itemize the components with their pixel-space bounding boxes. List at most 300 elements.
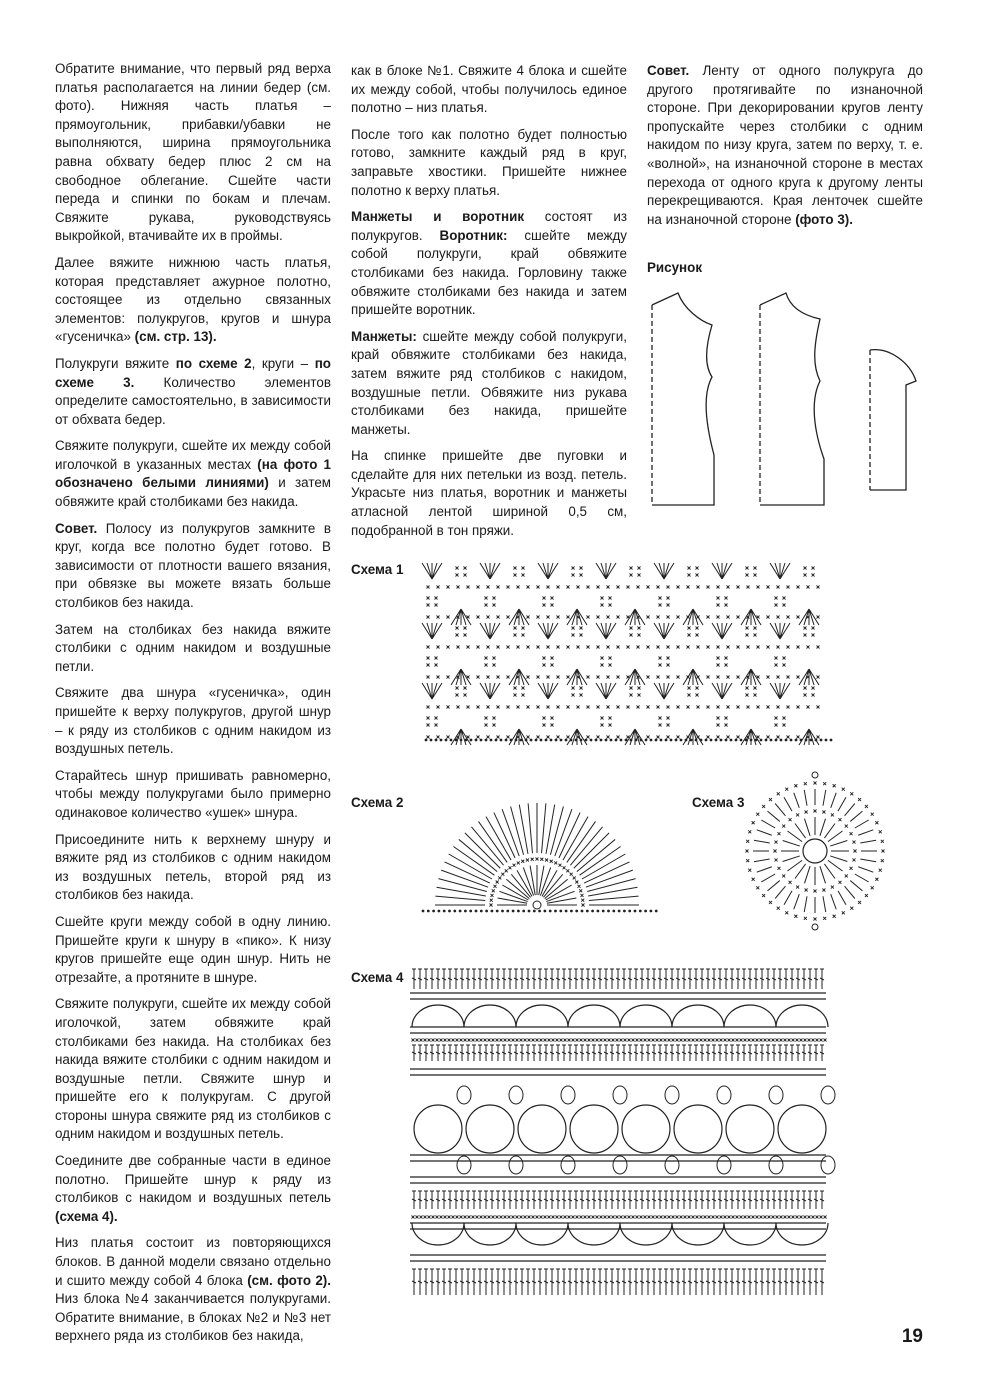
sc-stitch (493, 724, 496, 727)
dc-stitch (562, 1045, 566, 1061)
sc-stitch (677, 706, 680, 709)
sc-stitch (696, 567, 699, 570)
dc-stitch (430, 1191, 434, 1209)
sc-stitch (448, 1039, 451, 1042)
sc-stitch (796, 886, 799, 889)
sc-stitch (796, 1039, 799, 1042)
chain-stitch (501, 910, 504, 913)
sc-stitch (557, 676, 560, 679)
dc-stitch (598, 1269, 602, 1295)
sc-stitch (578, 885, 581, 888)
sc-stitch (477, 676, 480, 679)
sc-stitch (764, 1216, 767, 1219)
sc-stitch (660, 1216, 663, 1219)
sc-stitch (756, 1039, 759, 1042)
sc-stitch (508, 866, 511, 869)
dc-stitch (418, 1045, 422, 1061)
dc-stitch (664, 1045, 668, 1061)
chain-stitch (495, 739, 498, 742)
sc-stitch (498, 876, 501, 879)
fan-stitch (770, 623, 790, 639)
dc-stitch (820, 1045, 824, 1061)
dc-stitch (796, 1191, 800, 1209)
fan-stitch (712, 563, 732, 579)
paragraph: После того как полотно будет полностью готово, замкните каждый ряд в круг, заправьте хвостики. Пришейте нижнее полотно к верху платья. (351, 126, 627, 198)
sc-stitch (842, 788, 845, 791)
sc-stitch (572, 627, 575, 630)
sc-stitch (464, 574, 467, 577)
dc-stitch (592, 969, 596, 989)
chain-stitch (496, 910, 499, 913)
dc-stitch (845, 804, 855, 816)
sc-stitch (805, 811, 808, 814)
sc-stitch (850, 867, 853, 870)
dc-stitch (757, 867, 772, 872)
sc-stitch (797, 736, 800, 739)
paragraph: Манжеты и воротник состоят из полукругов. Воротник: сшейте между собой полукруги, край обвяжите столбиками без накида. Горловину также обвяжите столбиками без накида и затем пришейте воротник. (351, 209, 627, 318)
dc-stitch (460, 1269, 464, 1295)
sc-stitch (737, 646, 740, 649)
chain-stitch (630, 739, 633, 742)
sc-stitch (787, 736, 790, 739)
dc-stitch (658, 969, 662, 989)
sc-stitch (777, 616, 780, 619)
sc-stitch (536, 1039, 539, 1042)
sc-stitch (526, 859, 529, 862)
sc-stitch (850, 792, 853, 795)
sc-stitch (543, 597, 546, 600)
dc-stitch (412, 1045, 416, 1061)
sc-stitch (427, 646, 430, 649)
sc-stitch (437, 646, 440, 649)
sc-stitch (744, 1039, 747, 1042)
chain-stitch (540, 739, 543, 742)
chain-stitch (525, 739, 528, 742)
dc-stitch (556, 1045, 560, 1061)
sc-stitch (412, 1216, 415, 1219)
dc-stitch (508, 1045, 512, 1061)
chain-stitch (430, 739, 433, 742)
sc-stitch (556, 1039, 559, 1042)
sc-stitch (717, 724, 720, 727)
dc-stitch (820, 819, 826, 836)
chain-stitch (538, 910, 541, 913)
sc-stitch (746, 567, 749, 570)
sc-stitch (664, 1039, 667, 1042)
sc-stitch (435, 597, 438, 600)
sc-stitch (757, 646, 760, 649)
sc-stitch (754, 627, 757, 630)
dc-stitch (442, 1269, 446, 1295)
chain-stitch (650, 739, 653, 742)
sc-stitch (838, 881, 841, 884)
sc-stitch (879, 830, 882, 833)
dc-stitch (526, 969, 530, 989)
dc-stitch (574, 1191, 578, 1209)
sc-stitch (543, 717, 546, 720)
dc-stitch (514, 969, 518, 989)
sc-stitch (543, 724, 546, 727)
dc-stitch (787, 831, 802, 842)
sc-stitch (782, 874, 785, 877)
sc-stitch (624, 1216, 627, 1219)
sc-stitch (644, 1039, 647, 1042)
dc-stitch (724, 1045, 728, 1061)
fan-stitch (538, 563, 558, 579)
chain-stitch (545, 739, 548, 742)
sc-stitch (460, 1039, 463, 1042)
dc-stitch (547, 898, 577, 903)
chain-stitch (586, 910, 589, 913)
sc-stitch (496, 1216, 499, 1219)
sc-stitch (748, 1039, 751, 1042)
sc-stitch (822, 888, 825, 891)
chain-stitch (735, 739, 738, 742)
sc-stitch (667, 706, 670, 709)
sc-stitch (607, 736, 610, 739)
sc-stitch (717, 664, 720, 667)
chain-stitch (533, 910, 536, 913)
dc-stitch (706, 1045, 710, 1061)
sc-stitch (775, 657, 778, 660)
sc-stitch (804, 687, 807, 690)
chain-stitch (610, 739, 613, 742)
page-number: 19 (901, 1326, 923, 1347)
sc-stitch (831, 813, 834, 816)
dc-stitch (757, 830, 772, 835)
sc-stitch (448, 1216, 451, 1219)
sc-stitch (817, 706, 820, 709)
sc-stitch (524, 1039, 527, 1042)
semicircle (672, 1223, 724, 1245)
sc-stitch (688, 1216, 691, 1219)
dc-stitch (706, 969, 710, 989)
sc-stitch (780, 1216, 783, 1219)
chain-stitch (620, 739, 623, 742)
sc-stitch (609, 717, 612, 720)
chain-stitch (591, 910, 594, 913)
dc-stitch (508, 1269, 512, 1295)
sc-stitch (871, 886, 874, 889)
sc-stitch (567, 736, 570, 739)
dc-stitch (604, 1269, 608, 1295)
sc-stitch (707, 646, 710, 649)
sc-stitch (604, 1216, 607, 1219)
sc-stitch (496, 1039, 499, 1042)
sc-stitch (485, 597, 488, 600)
dc-stitch (796, 1045, 800, 1061)
chain-stitch (700, 739, 703, 742)
sc-stitch (656, 1039, 659, 1042)
sc-stitch (816, 1039, 819, 1042)
sc-stitch (717, 616, 720, 619)
dc-stitch (448, 1045, 452, 1061)
sc-stitch (746, 840, 749, 843)
sc-stitch (688, 627, 691, 630)
dc-stitch (442, 1045, 446, 1061)
dc-stitch (748, 1191, 752, 1209)
sc-stitch (684, 1039, 687, 1042)
sc-stitch (845, 874, 848, 877)
dc-stitch (855, 820, 869, 828)
sc-stitch (667, 664, 670, 667)
sc-stitch (457, 706, 460, 709)
sc-stitch (760, 1039, 763, 1042)
dc-stitch (778, 1269, 782, 1295)
sc-stitch (647, 736, 650, 739)
sc-stitch (648, 1039, 651, 1042)
dc-stitch (550, 1045, 554, 1061)
semicircle (464, 1223, 516, 1245)
dc-stitch (646, 1269, 650, 1295)
sc-stitch (812, 694, 815, 697)
sc-stitch (573, 876, 576, 879)
sc-stitch (630, 694, 633, 697)
dc-stitch (528, 803, 532, 853)
sc-stitch (772, 1216, 775, 1219)
sc-stitch (746, 574, 749, 577)
sc-stitch (740, 1216, 743, 1219)
sc-stitch (472, 1039, 475, 1042)
dc-stitch (772, 969, 776, 989)
sc-stitch (842, 911, 845, 914)
dc-stitch (550, 806, 563, 854)
sc-stitch (800, 1216, 803, 1219)
dc-stitch (538, 1045, 542, 1061)
sc-stitch (551, 724, 554, 727)
dc-stitch (437, 887, 486, 896)
chain-stitch (600, 739, 603, 742)
dc-stitch (804, 896, 807, 912)
sc-stitch (668, 1039, 671, 1042)
dc-stitch (435, 896, 485, 900)
sc-stitch (687, 736, 690, 739)
sc-stitch (667, 597, 670, 600)
dc-stitch (580, 1045, 584, 1061)
dc-stitch (430, 969, 434, 989)
dc-stitch (820, 1269, 824, 1295)
dc-stitch (472, 1191, 476, 1209)
sc-stitch (517, 861, 520, 864)
dc-stitch (568, 1191, 572, 1209)
dc-stitch (598, 1191, 602, 1209)
figure-label: Рисунок (647, 260, 703, 275)
sc-stitch (427, 604, 430, 607)
dc-stitch (682, 969, 686, 989)
sc-stitch (490, 899, 493, 902)
sc-stitch (687, 646, 690, 649)
sc-stitch (630, 574, 633, 577)
sc-stitch (456, 634, 459, 637)
sc-stitch (680, 1216, 683, 1219)
chain-stitch (565, 910, 568, 913)
sc-stitch (557, 706, 560, 709)
sc-stitch (630, 567, 633, 570)
dc-stitch (532, 969, 536, 989)
sc-stitch (796, 1216, 799, 1219)
sc-stitch (528, 1039, 531, 1042)
dc-stitch (724, 969, 728, 989)
dc-stitch (830, 840, 847, 846)
sc-stitch (607, 646, 610, 649)
sc-stitch (456, 687, 459, 690)
dc-stitch (808, 1045, 812, 1061)
sc-stitch (737, 706, 740, 709)
sc-stitch (762, 894, 765, 897)
chain-stitch (427, 910, 430, 913)
paragraph: Свяжите полукруги, сшейте их между собой иголочкой в указанных местах (на фото 1 обозначено белыми линиями) и затем обвяжите край столбиками без накида. (55, 438, 331, 510)
dc-stitch (754, 1269, 758, 1295)
sc-stitch (464, 627, 467, 630)
dc-stitch (556, 969, 560, 989)
paragraph: Свяжите два шнура «гусеничка», один пришейте к верху полукругов, другой шнур – к ряду из столбиков с одним накидом из воздушных петель. (55, 685, 331, 757)
dc-stitch (448, 1269, 452, 1295)
chain-stitch (790, 739, 793, 742)
sc-stitch (552, 1216, 555, 1219)
dc-stitch (520, 1045, 524, 1061)
chain-stitch (745, 739, 748, 742)
sc-stitch (808, 1216, 811, 1219)
sc-stitch (485, 657, 488, 660)
dc-stitch (484, 1191, 488, 1209)
sc-stitch (497, 706, 500, 709)
sc-stitch (724, 1216, 727, 1219)
dc-stitch (442, 1191, 446, 1209)
sc-stitch (696, 694, 699, 697)
sc-stitch (567, 646, 570, 649)
sc-stitch (527, 646, 530, 649)
dc-stitch (640, 1269, 644, 1295)
sc-stitch (576, 1216, 579, 1219)
sc-stitch (427, 676, 430, 679)
sc-stitch (769, 901, 772, 904)
sc-stitch (437, 676, 440, 679)
sc-stitch (514, 694, 517, 697)
sc-stitch (560, 1216, 563, 1219)
sc-stitch (727, 616, 730, 619)
dc-stitch (634, 1269, 638, 1295)
dc-stitch (831, 894, 836, 909)
sc-stitch (767, 706, 770, 709)
sc-stitch (572, 634, 575, 637)
sc-stitch (514, 574, 517, 577)
dc-stitch (592, 1269, 596, 1295)
dc-stitch (790, 1045, 794, 1061)
picot-oval (509, 1156, 523, 1174)
sc-stitch (647, 646, 650, 649)
sc-stitch (632, 1216, 635, 1219)
dc-stitch (814, 1269, 818, 1295)
dc-stitch (592, 1191, 596, 1209)
chain-stitch (506, 910, 509, 913)
sc-stitch (817, 586, 820, 589)
sc-stitch (517, 586, 520, 589)
sc-stitch (487, 616, 490, 619)
chain-stitch (490, 739, 493, 742)
sc-stitch (659, 597, 662, 600)
sc-stitch (447, 586, 450, 589)
sc-stitch (796, 813, 799, 816)
dc-stitch (730, 969, 734, 989)
dc-stitch (730, 1045, 734, 1061)
dc-stitch (448, 1191, 452, 1209)
sc-stitch (588, 1039, 591, 1042)
sc-stitch (774, 850, 777, 853)
sc-stitch (427, 597, 430, 600)
sc-stitch (717, 604, 720, 607)
sc-stitch (464, 694, 467, 697)
picot-oval (561, 1086, 575, 1104)
sc-stitch (580, 627, 583, 630)
dc-stitch (498, 898, 528, 903)
sc-stitch (427, 657, 430, 660)
picot-oval (821, 1086, 835, 1104)
picot-oval (665, 1156, 679, 1174)
dc-stitch (539, 866, 544, 896)
dc-stitch (496, 1191, 500, 1209)
dc-stitch (519, 805, 528, 854)
sc-stitch (435, 717, 438, 720)
sc-stitch (725, 597, 728, 600)
dc-stitch (700, 1269, 704, 1295)
sc-stitch (767, 646, 770, 649)
dc-stitch (466, 1045, 470, 1061)
dc-stitch (658, 1269, 662, 1295)
sc-stitch (522, 574, 525, 577)
chain-stitch (740, 739, 743, 742)
sc-stitch (456, 1216, 459, 1219)
dc-stitch (550, 1269, 554, 1295)
sc-stitch (785, 911, 788, 914)
sc-stitch (776, 1216, 779, 1219)
sc-stitch (627, 706, 630, 709)
dc-stitch (589, 896, 639, 900)
fan-stitch (567, 609, 587, 625)
sc-stitch (875, 878, 878, 881)
sc-stitch (514, 627, 517, 630)
chain-stitch (715, 739, 718, 742)
paragraph: как в блоке №1. Свяжите 4 блока и сшейте их между собой, чтобы получилось единое полотно – низ платья. (351, 63, 627, 116)
sc-stitch (740, 1039, 743, 1042)
dc-stitch (568, 1045, 572, 1061)
sc-stitch (497, 736, 500, 739)
dc-stitch (523, 867, 533, 895)
dc-stitch (540, 867, 550, 895)
dc-stitch (754, 1045, 758, 1061)
sc-stitch (716, 1216, 719, 1219)
chain-stitch (544, 910, 547, 913)
sc-stitch (775, 597, 778, 600)
dc-stitch (418, 1269, 422, 1295)
dc-stitch (802, 969, 806, 989)
dc-stitch (676, 969, 680, 989)
dc-stitch (808, 969, 812, 989)
dc-stitch (682, 1269, 686, 1295)
dc-stitch (664, 969, 668, 989)
sc-stitch (804, 782, 807, 785)
dc-stitch (748, 1045, 752, 1061)
fan-stitch (422, 563, 442, 579)
sc-stitch (627, 586, 630, 589)
sc-stitch (580, 694, 583, 697)
dc-stitch (526, 1045, 530, 1061)
sc-stitch (752, 878, 755, 881)
text-column-2 (351, 62, 627, 548)
sc-stitch (493, 657, 496, 660)
sc-stitch (547, 586, 550, 589)
dc-stitch (490, 1045, 494, 1061)
sc-stitch (544, 1039, 547, 1042)
